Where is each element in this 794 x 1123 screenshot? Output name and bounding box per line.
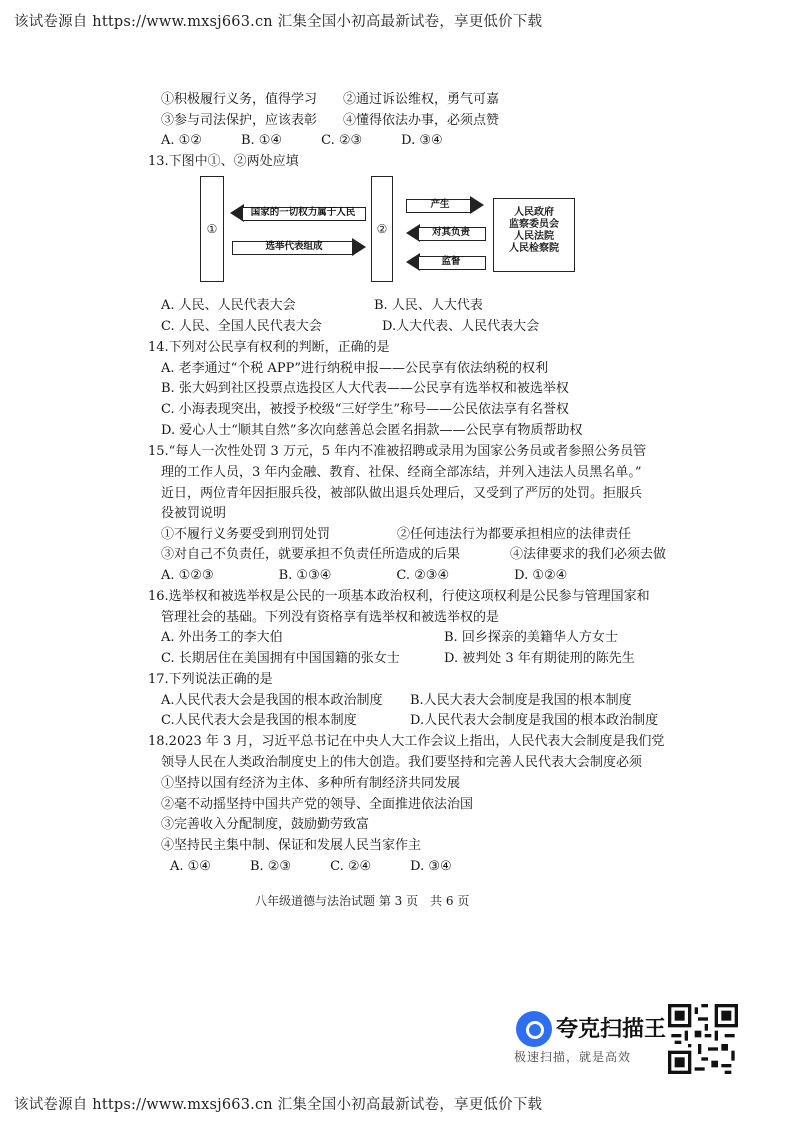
source-banner-top: 该试卷源自 https://www.mxsj663.cn 汇集全国小初高最新试卷，享更低价下载: [14, 14, 543, 30]
q12-options-line1: ①积极履行义务，值得学习 ②通过诉讼维权，勇气可嘉: [161, 92, 500, 107]
diagram-box-1-label: ①: [206, 222, 218, 236]
diagram-box-1: [200, 176, 224, 282]
page-footer: 八年级道德与法治试题 第 3 页 共 6 页: [255, 894, 470, 908]
q14-option-c: C. 小海表现突出，被授予校级“三好学生”称号——公民依法享有名誉权: [161, 402, 570, 417]
q17-option-b: B.人民大表大会制度是我国的根本制度: [410, 693, 632, 708]
q16-option-a: A. 外出务工的李大伯: [161, 630, 283, 645]
q15-stem-line4: 役被罚说明: [161, 506, 227, 521]
arrow-responsible: [406, 224, 486, 242]
diagram-box-2-label: ②: [376, 222, 388, 236]
arrow-supervise-label: 监督: [441, 256, 461, 267]
arrow-bottom-label: 选举代表组成: [265, 241, 323, 252]
q14-option-a: A. 老李通过“个税 APP”进行纳税申报——公民享有依法纳税的权利: [161, 361, 548, 376]
q15-stem-line2: 理的工作人员，3 年内金融、教育、社保、经商全部冻结，并列入违法人员黑名单。”: [161, 465, 642, 480]
q14-option-d: D. 爱心人士“顺其自然”多次向慈善总会匿名捐款——公民享有物质帮助权: [161, 423, 583, 438]
q15-stem-line1: 15.“每人一次性处罚 3 万元，5 年内不准被招聘或录用为国家公务员或者参照公务员管: [148, 444, 647, 459]
q18-option-2: ②毫不动摇坚持中国共产党的领导、全面推进依法治国: [161, 797, 474, 812]
q15-option-2: ②任何违法行为都要承担相应的法律责任: [397, 527, 632, 542]
q14-stem: 14.下列对公民享有权利的判断，正确的是: [148, 340, 390, 355]
scanner-app-name: 夸克扫描王: [556, 1017, 667, 1042]
q16-stem-line2: 管理社会的基础。下列没有资格享有选举权和被选举权的是: [161, 610, 500, 625]
arrow-responsible-label: 对其负责: [431, 227, 470, 238]
q15-option-3: ③对自己不负责任，就要承担不负责任所造成的后果: [161, 547, 461, 562]
qr-code-icon: [668, 1004, 738, 1074]
q13-choice-b: B. 人民、人大代表: [374, 298, 483, 313]
q12-options-line2: ③参与司法保护，应该表彰 ④懂得依法办事，必须点赞: [161, 113, 500, 128]
state-organs-box: [493, 198, 575, 272]
arrow-supervise: [406, 253, 486, 271]
q17-stem: 17.下列说法正确的是: [148, 672, 273, 687]
q15-option-4: ④法律要求的我们必须去做: [510, 547, 667, 562]
q17-option-d: D.人民代表大会制度是我国的根本政治制度: [410, 713, 659, 728]
q18-choices: A. ①④ B. ②③ C. ②④ D. ③④: [170, 859, 452, 874]
q16-option-c: C. 长期居住在美国拥有中国国籍的张女士: [161, 651, 400, 666]
arrow-power-belongs-to-people: [230, 204, 366, 222]
q17-option-a: A.人民代表大会是我国的根本政治制度: [161, 693, 383, 708]
org-line-court: 人民法院: [514, 231, 554, 242]
q16-option-d: D. 被判处 3 年有期徒刑的陈先生: [444, 651, 635, 666]
q18-stem-line2: 领导人民在人类政治制度史上的伟大创造。我们要坚持和完善人民代表大会制度必须: [161, 755, 643, 770]
arrow-produce: [406, 196, 484, 214]
q15-stem-line3: 近日，两位青年因拒服兵役，被部队做出退兵处理后，又受到了严厉的处罚。拒服兵: [161, 486, 643, 501]
q14-option-b: B. 张大妈到社区投票点选投区人大代表——公民享有选举权和被选举权: [161, 381, 569, 396]
org-line-government: 人民政府: [514, 207, 554, 218]
q18-stem-line1: 18.2023 年 3 月，习近平总书记在中央人大工作会议上指出，人民代表大会制度是我们党: [148, 734, 665, 749]
arrow-top-label: 国家的一切权力属于人民: [250, 207, 356, 218]
q16-option-b: B. 回乡探亲的美籍华人方女士: [444, 630, 618, 645]
org-line-supervisory: 监察委员会: [509, 219, 559, 230]
q12-choices: A. ①② B. ①④ C. ②③ D. ③④: [161, 133, 443, 148]
arrow-produce-label: 产生: [430, 199, 450, 210]
q17-option-c: C.人民代表大会是我国的根本制度: [161, 713, 357, 728]
q13-choice-d: D.人大代表、人民代表大会: [382, 319, 540, 334]
q13-choice-c: C. 人民、全国人民代表大会: [161, 319, 322, 334]
q13-stem: 13.下图中①、②两处应填: [148, 154, 299, 169]
scanner-logo-icon: [516, 1011, 552, 1047]
q15-choices: A. ①②③ B. ①③④ C. ②③④ D. ①②④: [161, 568, 568, 583]
org-line-procuratorate: 人民检察院: [509, 243, 559, 254]
q13-choice-a: A. 人民、人民代表大会: [161, 298, 296, 313]
q18-option-1: ①坚持以国有经济为主体、多种所有制经济共同发展: [161, 776, 461, 791]
diagram-box-2: [371, 176, 393, 282]
q15-option-1: ①不履行义务要受到刑罚处罚: [161, 527, 331, 542]
source-banner-bottom: 该试卷源自 https://www.mxsj663.cn 汇集全国小初高最新试卷，享更低价下载: [14, 1097, 543, 1113]
q18-option-3: ③完善收入分配制度，鼓励勤劳致富: [161, 817, 370, 832]
q18-option-4: ④坚持民主集中制、保证和发展人民当家作主: [161, 838, 422, 853]
q16-stem-line1: 16.选举权和被选举权是公民的一项基本政治权利，行使这项权利是公民参与管理国家和: [148, 589, 650, 604]
scanner-slogan: 极速扫描，就是高效: [514, 1050, 632, 1064]
arrow-elect-representatives: [232, 238, 366, 256]
